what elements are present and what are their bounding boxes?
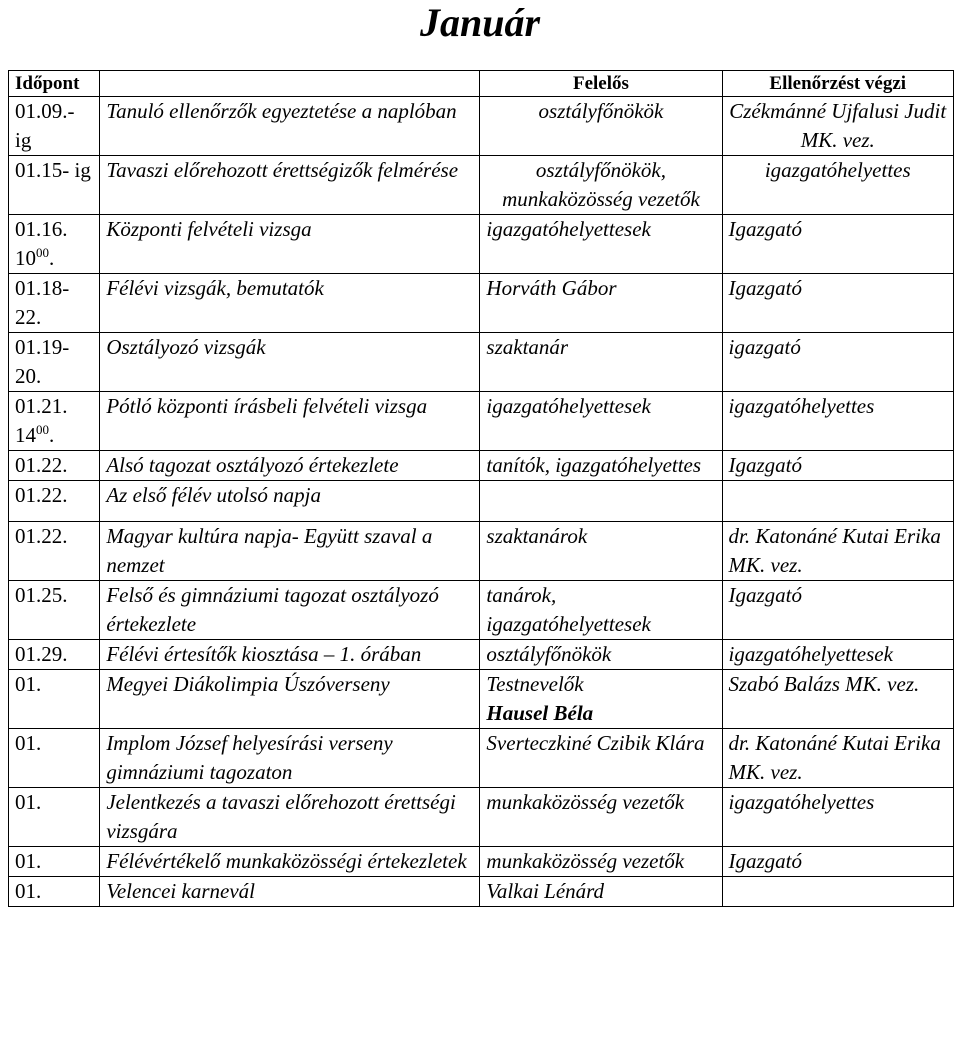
date-cell: 01.25. <box>9 581 100 640</box>
date-cell: 01. <box>9 877 100 907</box>
date-cell: 01.22. <box>9 481 100 522</box>
date-text: 01.21. <box>15 394 68 418</box>
responsible-text: Testnevelők <box>486 672 584 696</box>
responsible-cell: munkaközösség vezetők <box>480 847 722 877</box>
table-row <box>9 392 954 451</box>
table-row <box>9 729 954 788</box>
check-cell: dr. Katonáné Kutai Erika MK. vez. <box>722 729 954 788</box>
table-row <box>9 788 954 847</box>
date-time: 10 <box>15 246 36 270</box>
schedule-table <box>8 70 954 907</box>
date-time: 14 <box>15 423 36 447</box>
table-row <box>9 670 954 729</box>
header-date: Időpont <box>9 71 100 97</box>
task-cell: Tavaszi előrehozott érettségizők felmérése <box>100 156 480 215</box>
header-check: Ellenőrzést végzi <box>722 71 954 97</box>
task-cell: Félévi vizsgák, bemutatók <box>100 274 480 333</box>
date-cell: 01. <box>9 788 100 847</box>
check-cell <box>722 877 954 907</box>
task-cell: Pótló központi írásbeli felvételi vizsga <box>100 392 480 451</box>
responsible-cell: Horváth Gábor <box>480 274 722 333</box>
table-row <box>9 522 954 581</box>
responsible-cell: szaktanár <box>480 333 722 392</box>
date-cell <box>9 392 100 451</box>
check-cell: igazgatóhelyettes <box>722 788 954 847</box>
responsible-cell: Sverteczkiné Czibik Klára <box>480 729 722 788</box>
task-cell: Jelentkezés a tavaszi előrehozott érettségi vizsgára <box>100 788 480 847</box>
responsible-cell: osztályfőnökök <box>480 640 722 670</box>
date-cell <box>9 215 100 274</box>
date-cell: 01. <box>9 847 100 877</box>
date-cell: 01.18- 22. <box>9 274 100 333</box>
date-cell: 01. <box>9 670 100 729</box>
task-cell: Központi felvételi vizsga <box>100 215 480 274</box>
responsible-extra: Hausel Béla <box>486 701 594 725</box>
table-row <box>9 581 954 640</box>
check-cell: igazgatóhelyettes <box>722 156 954 215</box>
check-cell: igazgató <box>722 333 954 392</box>
responsible-cell: tanárok, igazgatóhelyettesek <box>480 581 722 640</box>
date-cell: 01.22. <box>9 522 100 581</box>
task-cell: Félévi értesítők kiosztása – 1. órában <box>100 640 480 670</box>
date-cell: 01.29. <box>9 640 100 670</box>
task-cell: Velencei karnevál <box>100 877 480 907</box>
date-cell: 01.19- 20. <box>9 333 100 392</box>
task-cell: Osztályozó vizsgák <box>100 333 480 392</box>
check-cell: Igazgató <box>722 215 954 274</box>
table-row <box>9 877 954 907</box>
check-cell: igazgatóhelyettes <box>722 392 954 451</box>
responsible-cell: igazgatóhelyettesek <box>480 392 722 451</box>
header-row <box>9 71 954 97</box>
task-cell: Megyei Diákolimpia Úszóverseny <box>100 670 480 729</box>
table-row <box>9 847 954 877</box>
responsible-cell: igazgatóhelyettesek <box>480 215 722 274</box>
task-cell: Implom József helyesírási verseny gimnáziumi tagozaton <box>100 729 480 788</box>
check-cell: Igazgató <box>722 581 954 640</box>
check-cell: Szabó Balázs MK. vez. <box>722 670 954 729</box>
date-cell: 01.09.- ig <box>9 97 100 156</box>
header-responsible: Felelős <box>480 71 722 97</box>
date-cell: 01.15- ig <box>9 156 100 215</box>
responsible-cell <box>480 481 722 522</box>
responsible-cell: Valkai Lénárd <box>480 877 722 907</box>
responsible-cell <box>480 670 722 729</box>
check-cell: igazgatóhelyettesek <box>722 640 954 670</box>
page-title: Január <box>419 0 541 45</box>
date-cell: 01.22. <box>9 451 100 481</box>
task-cell: Magyar kultúra napja- Együtt szaval a nemzet <box>100 522 480 581</box>
date-time-suffix: . <box>49 246 55 270</box>
table-row <box>9 481 954 522</box>
task-cell: Az első félév utolsó napja <box>100 481 480 522</box>
responsible-cell: tanítók, igazgatóhelyettes <box>480 451 722 481</box>
date-text: 01.16. <box>15 217 68 241</box>
date-cell: 01. <box>9 729 100 788</box>
responsible-cell: osztályfőnökök <box>480 97 722 156</box>
table-row <box>9 215 954 274</box>
date-time-minutes: 00 <box>36 245 49 260</box>
task-cell: Felső és gimnáziumi tagozat osztályozó értekezlete <box>100 581 480 640</box>
responsible-cell: szaktanárok <box>480 522 722 581</box>
table-row <box>9 640 954 670</box>
task-cell: Félévértékelő munkaközösségi értekezletek <box>100 847 480 877</box>
check-cell: Igazgató <box>722 847 954 877</box>
responsible-cell: munkaközösség vezetők <box>480 788 722 847</box>
task-cell: Tanuló ellenőrzők egyeztetése a naplóban <box>100 97 480 156</box>
check-cell: Igazgató <box>722 274 954 333</box>
date-time-suffix: . <box>49 423 55 447</box>
check-cell: Czékmánné Ujfalusi Judit MK. vez. <box>722 97 954 156</box>
table-row <box>9 274 954 333</box>
table-row <box>9 156 954 215</box>
date-time-minutes: 00 <box>36 422 49 437</box>
table-row <box>9 451 954 481</box>
check-cell: dr. Katonáné Kutai Erika MK. vez. <box>722 522 954 581</box>
check-cell: Igazgató <box>722 451 954 481</box>
table-row <box>9 333 954 392</box>
table-row <box>9 97 954 156</box>
check-cell <box>722 481 954 522</box>
header-task <box>100 71 480 97</box>
task-cell: Alsó tagozat osztályozó értekezlete <box>100 451 480 481</box>
responsible-cell: osztályfőnökök, munkaközösség vezetők <box>480 156 722 215</box>
